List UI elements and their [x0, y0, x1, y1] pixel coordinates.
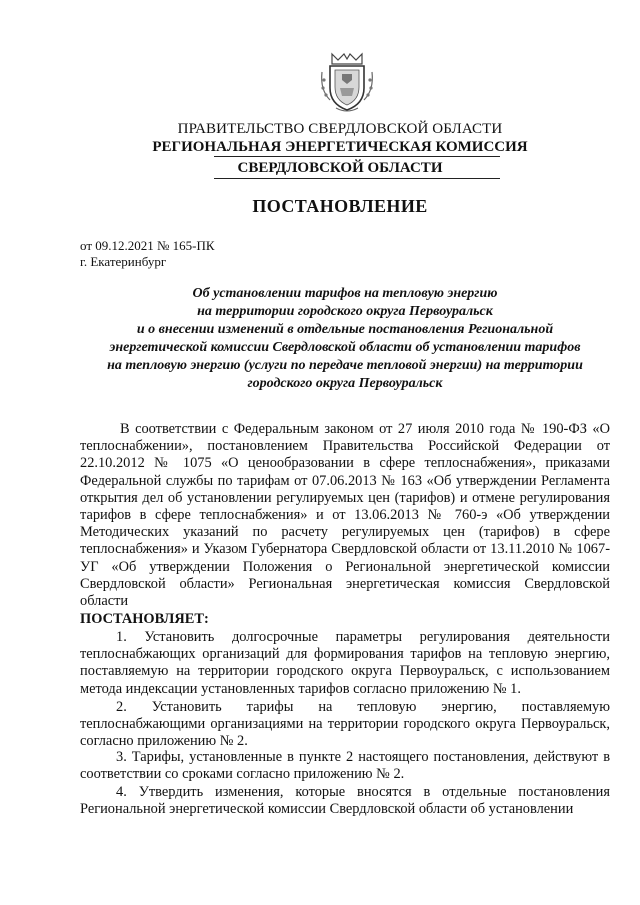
- header-rule-top: [214, 156, 500, 157]
- commission-name: РЕГИОНАЛЬНАЯ ЭНЕРГЕТИЧЕСКАЯ КОМИССИЯ: [152, 139, 528, 155]
- document-city: г. Екатеринбург: [80, 254, 167, 269]
- title-line: на территории городского округа Первоуральск: [197, 304, 493, 319]
- title-line: городского округа Первоуральск: [247, 376, 443, 391]
- resolution-item: 4. Утвердить изменения, которые вносятся в отдельные постановления Региональной энергетической комиссии Свердловской области об установлении: [80, 784, 610, 818]
- resolution-item: 1. Установить долгосрочные параметры регулирования деятельности теплоснабжающих организаций для формирования тарифов на тепловую энергию, поставляемую на территории городского округа Первоуральск, с использованием метода индексации установленных тарифов согласно приложению № 1.: [80, 629, 610, 697]
- title-line: энергетической комиссии Свердловской области об установлении тарифов: [109, 340, 581, 355]
- resolution-item: 3. Тарифы, установленные в пункте 2 настоящего постановления, действуют в соответствии со сроками согласно приложению № 2.: [80, 749, 610, 783]
- title-line: и о внесении изменений в отдельные постановления Региональной: [136, 322, 554, 337]
- resolution-item: 2. Установить тарифы на тепловую энергию, поставляемую теплоснабжающими организациями на территории городского округа Первоуральск, согласно приложению № 2.: [80, 699, 610, 750]
- commission-region: СВЕРДЛОВСКОЙ ОБЛАСТИ: [237, 160, 443, 176]
- header-rule-bottom: [214, 178, 500, 179]
- document-type: ПОСТАНОВЛЕНИЕ: [252, 196, 428, 216]
- preamble-paragraph: В соответствии с Федеральным законом от 27 июля 2010 года № 190-ФЗ «О теплоснабжении», постановлением Правительства Российской Федерации от 22.10.2012 № 1075 «О ценообразовании в сфере теплоснабжения», приказами Федеральной службы по тарифам от 07.06.2013 № 163 «Об утверждении Регламента открытия дел об установлении регулируемых цен (тарифов) и отмене регулирования тарифов в сфере теплоснабжения» и от 13.06.2013 № 760-э «Об утверждении Методических указаний по расчету регулируемых цен (тарифов) в сфере теплоснабжения» и Указом Губернатора Свердловской области от 13.11.2010 № 1067-УГ «Об утверждении Положения о Региональной энергетической комиссии Свердловской области» Региональная энергетическая комиссия Свердловской области: [80, 421, 610, 610]
- title-line: Об установлении тарифов на тепловую энергию: [192, 286, 498, 301]
- document-title: [80, 285, 610, 393]
- document-date-number: от 09.12.2021 № 165-ПК: [80, 238, 215, 253]
- coat-of-arms-icon: [318, 50, 376, 114]
- government-name: ПРАВИТЕЛЬСТВО СВЕРДЛОВСКОЙ ОБЛАСТИ: [177, 121, 503, 137]
- resolves-heading: ПОСТАНОВЛЯЕТ:: [80, 611, 209, 627]
- title-line: на тепловую энергию (услуги по передаче тепловой энергии) на территории: [107, 358, 583, 373]
